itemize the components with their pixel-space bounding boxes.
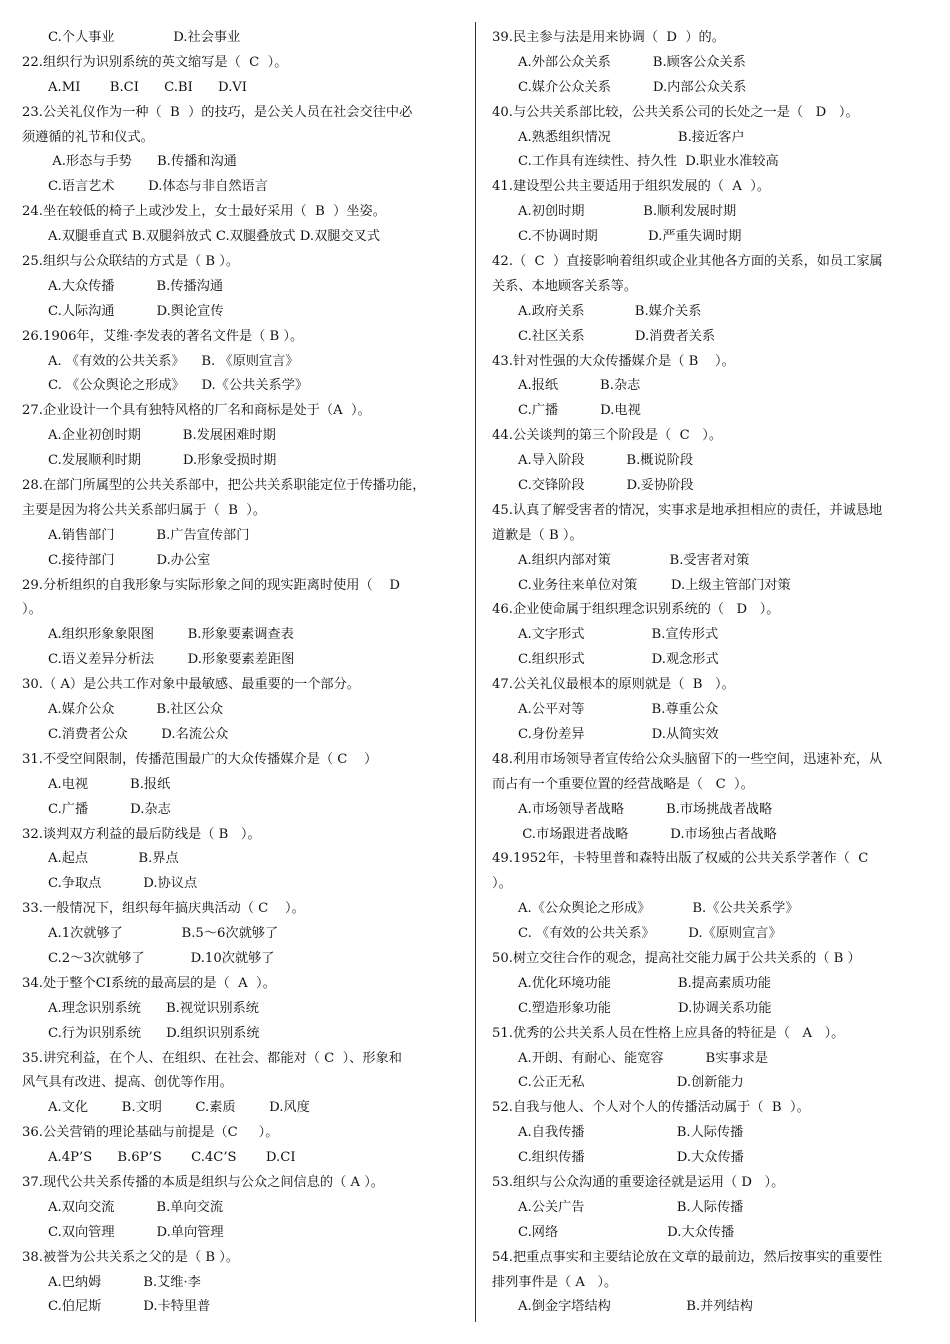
right-options-line: C.组织形式 D.观念形式 (518, 652, 719, 668)
left-options-line: A.起点 B.界点 (48, 851, 179, 867)
right-question-line: 44.公关谈判的第三个阶段是（ C ）。 (492, 428, 723, 444)
right-options-line: C.工作具有连续性、持久性 D.职业水准较高 (518, 154, 779, 170)
left-options-line: A.理念识别系统 B.视觉识别系统 (48, 1000, 259, 1016)
right-options-line: A.公关广告 B.人际传播 (518, 1199, 744, 1215)
left-options-line: A.媒介公众 B.社区公众 (48, 702, 224, 718)
left-question-line: 35.讲究利益，在个人、在组织、在社会、都能对（ C ）、形象和 (22, 1050, 402, 1066)
left-question-line: 26.1906年，艾维·李发表的著名文件是（ B ）。 (22, 328, 304, 344)
right-options-line: A.《公众舆论之形成》 B.《公共关系学》 (518, 901, 799, 917)
right-options-line: A.熟悉组织情况 B.接近客户 (518, 129, 745, 145)
left-question-line: 36.公关营销的理论基础与前提是（C ）。 (22, 1125, 279, 1141)
right-options-line: A.自我传播 B.人际传播 (518, 1125, 744, 1141)
left-options-line: C.语言艺术 D.体态与非自然语言 (48, 179, 268, 195)
left-options-line: A.电视 B.报纸 (48, 776, 171, 792)
right-options-line: C.媒介公众关系 D.内部公众关系 (518, 79, 747, 95)
right-options-line: C.社区关系 D.消费者关系 (518, 328, 716, 344)
right-question-line: 47.公关礼仪最根本的原则就是（ B ）。 (492, 677, 735, 693)
right-question-line: 49.1952年，卡特里普和森特出版了权威的公共关系学著作（ C (492, 851, 869, 867)
right-options-line: A.市场领导者战略 B.市场挑战者战略 (518, 801, 773, 817)
right-options-line: A.组织内部对策 B.受害者对策 (518, 552, 750, 568)
left-options-line: C.行为识别系统 D.组织识别系统 (48, 1025, 260, 1041)
left-question-line: 主要是因为将公共关系部归属于（ B ）。 (22, 502, 267, 518)
right-options-line: C. 《有效的公共关系》 D.《原则宣言》 (518, 926, 782, 942)
column-divider (475, 22, 476, 1322)
left-question-line: 28.在部门所属型的公共关系部中，把公共关系职能定位于传播功能， (22, 478, 426, 494)
left-options-line: C.消费者公众 D.名流公众 (48, 726, 229, 742)
left-question-line: 34.处于整个CI系统的最高层的是（ A ）。 (22, 975, 276, 991)
left-options-line: A.双向交流 B.单向交流 (48, 1199, 224, 1215)
right-question-line: 48.利用市场领导者宣传给公众头脑留下的一些空间，迅速补充，从 (492, 751, 883, 767)
left-question-line: 38.被誉为公共关系之父的是（ B ）。 (22, 1249, 240, 1265)
right-question-line: 关系、本地顾客关系等。 (492, 278, 638, 294)
right-question-line: 40.与公共关系部比较，公共关系公司的长处之一是（ D ）。 (492, 104, 859, 120)
left-question-line: 22.组织行为识别系统的英文缩写是（ C ）。 (22, 54, 288, 70)
left-question-line: 29.分析组织的自我形象与实际形象之间的现实距离时使用（ D (22, 577, 400, 593)
right-options-line: C.业务往来单位对策 D.上级主管部门对策 (518, 577, 791, 593)
right-question-line: 54.把重点事实和主要结论放在文章的最前边，然后按事实的重要性 (492, 1249, 883, 1265)
left-question-line: 27.企业设计一个具有独特风格的厂名和商标是处于（A ）。 (22, 403, 371, 419)
right-question-line: 39.民主参与法是用来协调（ D ）的。 (492, 30, 725, 45)
left-options-line: C.语义差异分析法 D.形象要素差距图 (48, 652, 295, 668)
right-question-line: 46.企业使命属于组织理念识别系统的（ D ）。 (492, 602, 780, 618)
right-question-line: 51.优秀的公共关系人员在性格上应具备的特征是（ A ）。 (492, 1025, 845, 1041)
left-question-line: 风气具有改进、提高、创优等作用。 (22, 1075, 233, 1091)
left-options-line: A.大众传播 B.传播沟通 (48, 278, 224, 294)
right-options-line: A.外部公众关系 B.顾客公众关系 (518, 54, 746, 70)
right-question-line: 45.认真了解受害者的情况，实事求是地承担相应的责任，并诚恳地 (492, 502, 883, 518)
left-question-line: 30.（ A）是公共工作对象中最敏感、最重要的一个部分。 (22, 677, 360, 693)
left-options-line: A.企业初创时期 B.发展困难时期 (48, 428, 276, 444)
right-question-line: 50.树立交往合作的观念，提高社交能力属于公共关系的（ B ） (492, 950, 861, 966)
left-options-line: A. 《有效的公共关系》 B. 《原则宣言》 (48, 353, 299, 369)
left-options-line: A.MI B.CI C.BI D.VI (48, 79, 247, 95)
left-question-line: 须遵循的礼节和仪式。 (22, 129, 154, 145)
left-question-line: 33.一般情况下，组织每年搞庆典活动（ C ）。 (22, 901, 305, 917)
left-options-line: A.销售部门 B.广告宣传部门 (48, 527, 250, 543)
right-question-line: 52.自我与他人、个人对个人的传播活动属于（ B ）。 (492, 1100, 810, 1116)
left-options-line: A.形态与手势 B.传播和沟通 (48, 154, 237, 170)
right-question-line: 排列事件是（ A ）。 (492, 1274, 618, 1290)
right-options-line: A.文字形式 B.宣传形式 (518, 627, 719, 643)
left-options-line: C.双向管理 D.单向管理 (48, 1224, 224, 1240)
right-question-line: 42.（ C ）直接影响着组织或企业其他各方面的关系，如员工家属 (492, 254, 883, 270)
left-options-line: C.个人事业 D.社会事业 (48, 30, 241, 45)
left-options-line: A.文化 B.文明 C.素质 D.风度 (48, 1100, 310, 1116)
left-options-line: C.2～3次就够了 D.10次就够了 (48, 950, 275, 966)
right-options-line: C.组织传播 D.大众传播 (518, 1150, 744, 1166)
right-options-line: A.开朗、有耐心、能宽容 B实事求是 (518, 1050, 768, 1066)
right-options-line: C.网络 D.大众传播 (518, 1224, 735, 1240)
left-options-line: C.人际沟通 D.舆论宣传 (48, 303, 224, 319)
right-options-line: C.公正无私 D.创新能力 (518, 1075, 744, 1091)
left-options-line: A.4P’S B.6P’S C.4C’S D.CI (48, 1150, 296, 1166)
right-options-line: A.报纸 B.杂志 (518, 378, 641, 394)
right-options-line: C.市场跟进者战略 D.市场独占者战略 (518, 826, 777, 842)
left-question-line: ）。 (22, 602, 42, 618)
left-options-line: C.广播 D.杂志 (48, 801, 171, 817)
right-question-line: ）。 (492, 876, 512, 892)
right-question-line: 43.针对性强的大众传播媒介是（ B ）。 (492, 353, 735, 369)
right-options-line: C.身份差异 D.从简实效 (518, 726, 719, 742)
left-options-line: C.接待部门 D.办公室 (48, 552, 211, 568)
right-options-line: C.交锋阶段 D.妥协阶段 (518, 478, 694, 494)
left-question-line: 23.公关礼仪作为一种（ B ）的技巧，是公关人员在社会交往中必 (22, 104, 413, 120)
right-options-line: C.不协调时期 D.严重失调时期 (518, 229, 742, 245)
right-question-line: 道歉是（ B ）。 (492, 527, 583, 543)
left-question-line: 31.不受空间限制，传播范围最广的大众传播媒介是（ C ） (22, 751, 378, 767)
left-question-line: 25.组织与公众联结的方式是（ B ）。 (22, 254, 240, 270)
right-question-line: 41.建设型公共主要适用于组织发展的（ A ）。 (492, 179, 771, 195)
right-question-line: 53.组织与公众沟通的重要途径就是运用（ D ）。 (492, 1174, 785, 1190)
left-options-line: A.双腿垂直式 B.双腿斜放式 C.双腿叠放式 D.双腿交叉式 (48, 229, 381, 245)
left-options-line: C.发展顺利时期 D.形象受损时期 (48, 453, 277, 469)
left-options-line: A.组织形象象限图 B.形象要素调查表 (48, 627, 294, 643)
right-options-line: A.优化环境功能 B.提高素质功能 (518, 975, 771, 991)
left-question-line: 24.坐在较低的椅子上或沙发上，女士最好采用（ B ）坐姿。 (22, 204, 386, 220)
left-options-line: A.1次就够了 B.5～6次就够了 (48, 926, 279, 942)
right-options-line: A.公平对等 B.尊重公众 (518, 702, 719, 718)
right-options-line: A.初创时期 B.顺利发展时期 (518, 204, 737, 220)
right-options-line: A.政府关系 B.媒介关系 (518, 303, 702, 319)
right-question-line: 而占有一个重要位置的经营战略是（ C ）。 (492, 776, 754, 792)
right-options-line: A.倒金字塔结构 B.并列结构 (518, 1299, 753, 1315)
left-options-line: C.争取点 D.协议点 (48, 876, 198, 892)
left-question-line: 37.现代公共关系传播的本质是组织与公众之间信息的（ A ）。 (22, 1174, 384, 1190)
right-column (492, 26, 932, 1320)
left-column (22, 26, 462, 1320)
right-options-line: A.导入阶段 B.概说阶段 (518, 453, 694, 469)
right-options-line: C.塑造形象功能 D.协调关系功能 (518, 1000, 772, 1016)
right-options-line: C.广播 D.电视 (518, 403, 641, 419)
left-options-line: C. 《公众舆论之形成》 D.《公共关系学》 (48, 378, 309, 394)
left-options-line: A.巴纳姆 B.艾维·李 (48, 1274, 201, 1290)
left-question-line: 32.谈判双方利益的最后防线是（ B ）。 (22, 826, 261, 842)
left-options-line: C.伯尼斯 D.卡特里普 (48, 1299, 211, 1315)
